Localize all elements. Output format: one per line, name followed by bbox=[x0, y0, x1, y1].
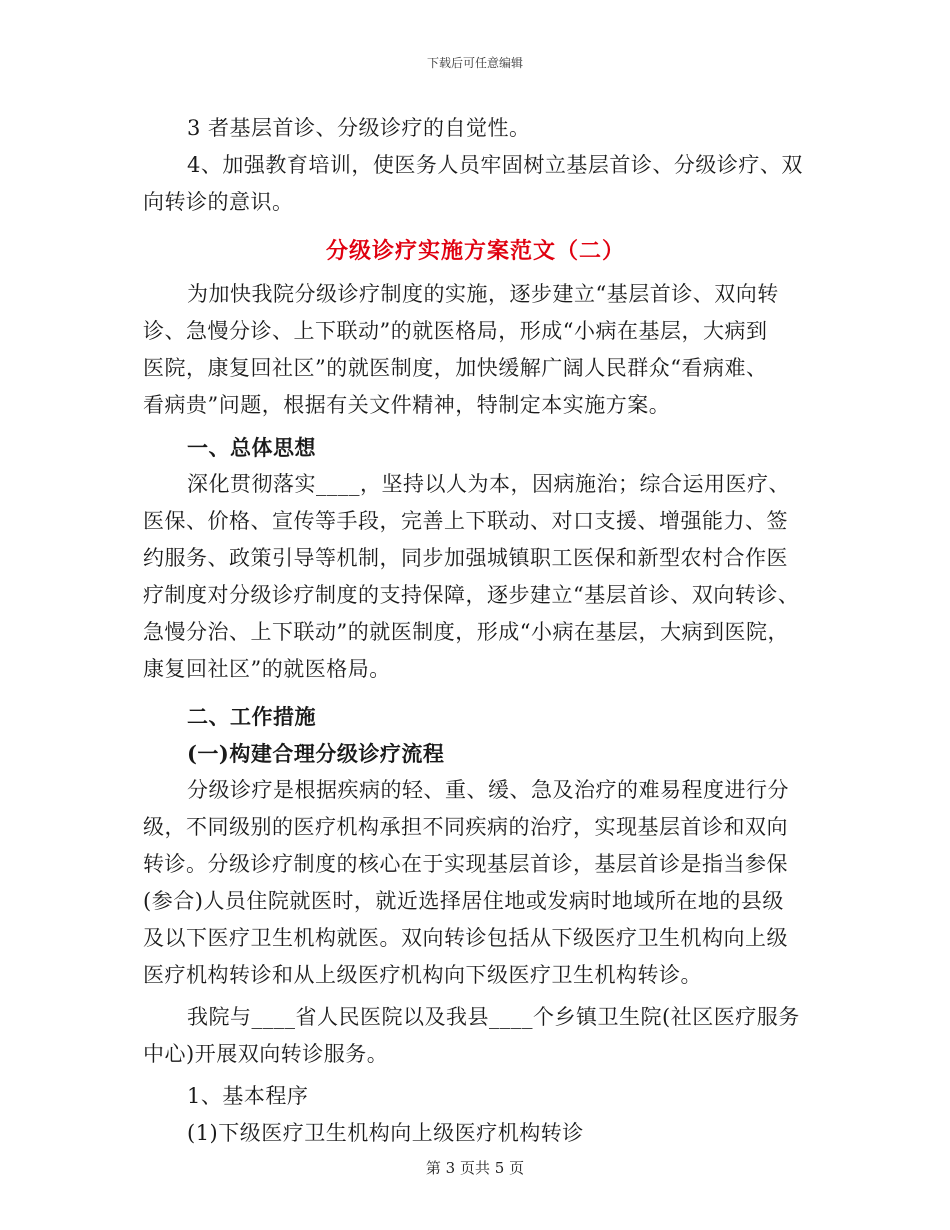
paragraph-line: 医院，康复回社区”的就医制度，加快缓解广阔人民群众“看病难、 bbox=[143, 356, 768, 380]
paragraph-line: 我院与____省人民医院以及我县____个乡镇卫生院(社区医疗服务 bbox=[187, 1005, 800, 1029]
paragraph-line: 医疗机构转诊和从上级医疗机构向下级医疗卫生机构转诊。 bbox=[143, 963, 702, 987]
paragraph-line: 3 者基层首诊、分级诊疗的自觉性。 bbox=[187, 116, 531, 140]
paragraph-line: 级，不同级别的医疗机构承担不同疾病的治疗，实现基层首诊和双向 bbox=[143, 815, 788, 839]
paragraph-line: (参合)人员住院就医时，就近选择居住地或发病时地域所在地的县级 bbox=[143, 889, 784, 913]
paragraph-line: 为加快我院分级诊疗制度的实施，逐步建立“基层首诊、双向转 bbox=[187, 282, 779, 306]
paragraph-line: 深化贯彻落实____，坚持以人为本，因病施治；综合运用医疗、 bbox=[187, 472, 790, 496]
paragraph-line: 看病贵”问题，根据有关文件精神，特制定本实施方案。 bbox=[143, 393, 671, 417]
paragraph-line: 中心)开展双向转诊服务。 bbox=[143, 1042, 389, 1066]
paragraph-line: 转诊。分级诊疗制度的核心在于实现基层首诊，基层首诊是指当参保 bbox=[143, 852, 788, 876]
paragraph-line: 诊、急慢分诊、上下联动”的就医格局，形成“小病在基层，大病到 bbox=[143, 319, 768, 343]
paragraph-line: 及以下医疗卫生机构就医。双向转诊包括从下级医疗卫生机构向上级 bbox=[143, 926, 788, 950]
subsection-heading: (一)构建合理分级诊疗流程 bbox=[187, 741, 445, 766]
section-title: 分级诊疗实施方案范文（二） bbox=[325, 238, 625, 264]
paragraph-line: 分级诊疗是根据疾病的轻、重、缓、急及治疗的难易程度进行分 bbox=[187, 778, 789, 802]
paragraph-line: 康复回社区”的就医格局。 bbox=[143, 657, 391, 681]
paragraph-line: 急慢分治、上下联动”的就医制度，形成“小病在基层，大病到医院， bbox=[143, 620, 789, 644]
paragraph-line: 疗制度对分级诊疗制度的支持保障，逐步建立“基层首诊、双向转诊、 bbox=[143, 583, 800, 607]
document-body bbox=[143, 110, 808, 1152]
page-number: 第 3 页共 5 页 bbox=[425, 1159, 525, 1177]
paragraph-line: 约服务、政策引导等机制，同步加强城镇职工医保和新型农村合作医 bbox=[143, 546, 788, 570]
paragraph-line: 向转诊的意识。 bbox=[143, 190, 294, 214]
list-item: 1、基本程序 bbox=[187, 1084, 309, 1108]
header-note: 下载后可任意编辑 bbox=[426, 56, 523, 70]
section-heading: 二、工作措施 bbox=[187, 704, 316, 729]
paragraph-line: 4、加强教育培训，使医务人员牢固树立基层首诊、分级诊疗、双 bbox=[187, 153, 803, 177]
section-heading: 一、总体思想 bbox=[187, 435, 316, 460]
paragraph-line: 医保、价格、宣传等手段，完善上下联动、对口支援、增强能力、签 bbox=[143, 509, 788, 533]
list-item: (1)下级医疗卫生机构向上级医疗机构转诊 bbox=[187, 1121, 584, 1145]
